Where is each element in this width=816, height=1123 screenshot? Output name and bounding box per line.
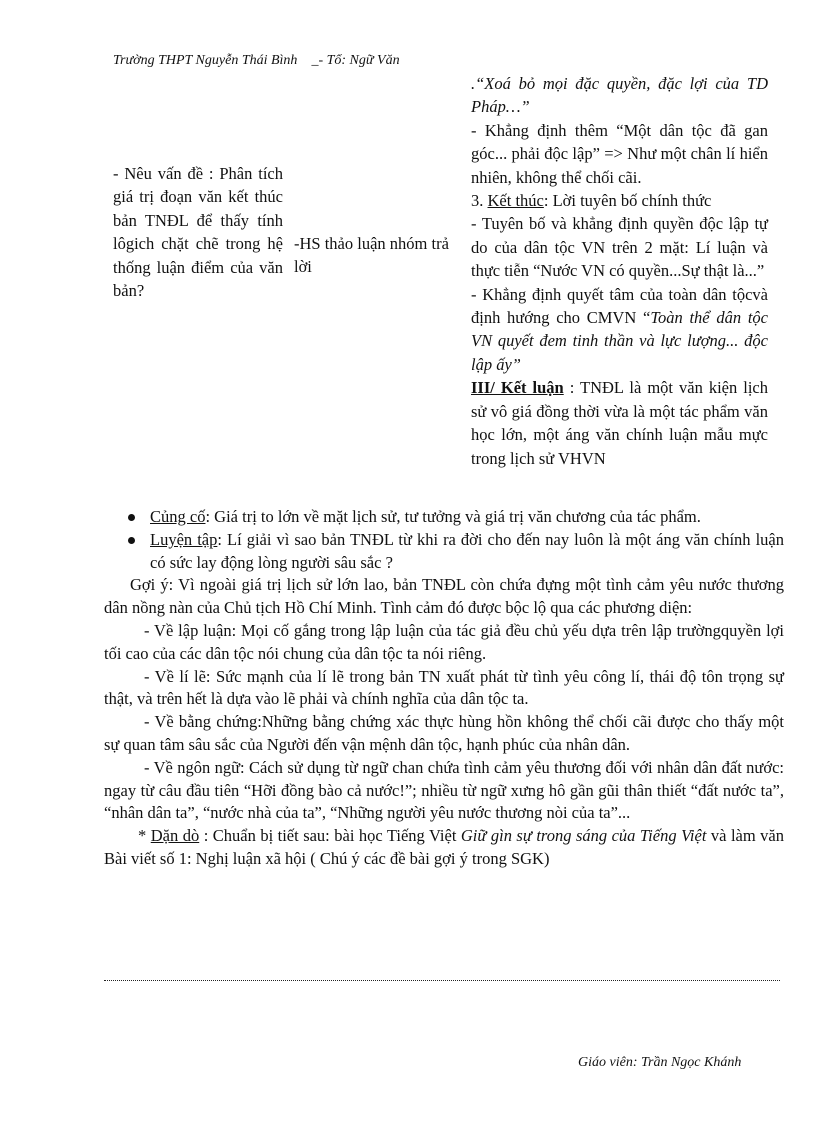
list-item-practice: [150, 529, 784, 575]
assignment-star: *: [138, 826, 151, 846]
assignment-paragraph: [104, 825, 784, 871]
determination-text: - Khẳng định quyết tâm của toàn dân tộcvà định hướng cho CMVN “: [471, 284, 768, 328]
department-name: _- Tổ: Ngữ Văn: [311, 53, 400, 68]
consolidation-label: Củng cố: [150, 507, 206, 526]
declare-independence: - Tuyên bố và khẳng định quyền độc lập tự do của dân tộc VN trên 2 mặt: Lí luận và thực tiễn “Nước VN có quyền...Sự thật là...”: [471, 214, 768, 281]
hint-paragraph: Gợi ý: Vì ngoài giá trị lịch sử lớn lao, bản TNĐL còn chứa đựng một tình cảm yêu nước thương dân nồng nàn của Chủ tịch Hồ Chí Minh. Tình cảm đó được bộc lộ qua các phương diện:: [104, 575, 784, 618]
conclusion-label: Kết thúc: [487, 191, 544, 211]
conclusion-heading: [471, 189, 768, 212]
affirm-determination: [471, 283, 768, 377]
language-paragraph: - Về ngôn ngữ: Cách sử dụng từ ngữ chan chứa tình cảm yêu thương đối với nhân dân đất nước: ngay từ câu đầu tiên “Hỡi đồng bào cả nước!”; nhiều từ ngữ xưng hô gần gũi thân thiết “đất nước ta”, “nhân dân ta”, “nước nhà của ta”, “Những người yêu nước thương nòi của ta”...: [104, 757, 784, 823]
table-cell-content: [471, 72, 768, 470]
practice-text: : Lí giải vì sao bản TNĐL từ khi ra đời cho đến nay luôn là một áng văn chính luận có sức lay động lòng người sâu sắc ?: [150, 529, 784, 572]
argument-paragraph: - Về lập luận: Mọi cố gắng trong lập luận của tác giả đều chủ yếu dựa trên lập trườngquyền lợi tối cao của các dân tộc nói chung của dân tộc ta nói riêng.: [104, 620, 784, 663]
lesson-body: [104, 506, 784, 871]
bullet-list: [104, 506, 784, 574]
assignment-text: : Chuẩn bị tiết sau: bài học Tiếng Việt: [199, 826, 461, 846]
assignment-text-end: và làm văn Bài viết số 1: Nghị luận xã hội ( Chú ý các đề bài gợi ý trong SGK): [104, 826, 785, 868]
summary-label: III/ Kết luận: [471, 378, 564, 398]
summary-text: : TNĐL là một văn kiện lịch sử vô giá đồng thời vừa là một tác phẩm văn học lớn, một áng văn chính luận mẫu mực trong lịch sử VHVN: [471, 378, 769, 468]
table-cell-question: - Nêu vấn đề : Phân tích giá trị đoạn văn kết thúc bản TNĐL để thấy tính lôgich chặt chẽ trong hệ thống luận điểm của văn bản?: [113, 164, 283, 301]
page-header: [113, 53, 400, 69]
reasoning-paragraph: - Về lí lẽ: Sức mạnh của lí lẽ trong bản TN xuất phát từ tình yêu công lí, thái độ tôn trọng sự thật, và trên hết là dựa vào lẽ phải và chính nghĩa của dân tộc ta.: [104, 666, 784, 709]
assignment-label: Dặn dò: [150, 826, 200, 846]
quote-abolish-privileges: .“Xoá bỏ mọi đặc quyền, đặc lợi của TD Pháp…”: [471, 74, 768, 117]
conclusion-text: : Lời tuyên bố chính thức: [543, 191, 712, 211]
affirm-independence: - Khẳng định thêm “Một dân tộc đã gan góc... phải độc lập” => Như một chân lí hiển nhiên, không thể chối cãi.: [471, 120, 768, 187]
assignment-lesson-title: Giữ gìn sự trong sáng của Tiếng Việt: [460, 826, 707, 846]
summary-paragraph: [471, 376, 768, 470]
evidence-paragraph: - Về bằng chứng:Những bằng chứng xác thực hùng hồn không thể chối cãi được cho thấy một sự quan tâm sâu sắc của Người đến vận mệnh dân tộc, hạnh phúc của nhân dân.: [104, 712, 784, 754]
practice-label: Luyện tập: [150, 529, 218, 549]
list-item-consolidation: [150, 506, 784, 529]
school-name: Trường THPT Nguyễn Thái Bình: [113, 53, 298, 68]
dotted-separator: [104, 966, 780, 981]
determination-quote: Toàn thể dân tộc VN quyết đem tinh thần và lực lượng... độc lập ấy”: [471, 308, 768, 374]
teacher-signature: Giáo viên: Trần Ngọc Khánh: [578, 1055, 742, 1070]
table-cell-activity: -HS thảo luận nhóm trả lời: [294, 234, 449, 277]
consolidation-text: : Giá trị to lớn về mặt lịch sử, tư tưởng và giá trị văn chương của tác phẩm.: [205, 507, 701, 526]
conclusion-number: 3.: [471, 191, 488, 211]
